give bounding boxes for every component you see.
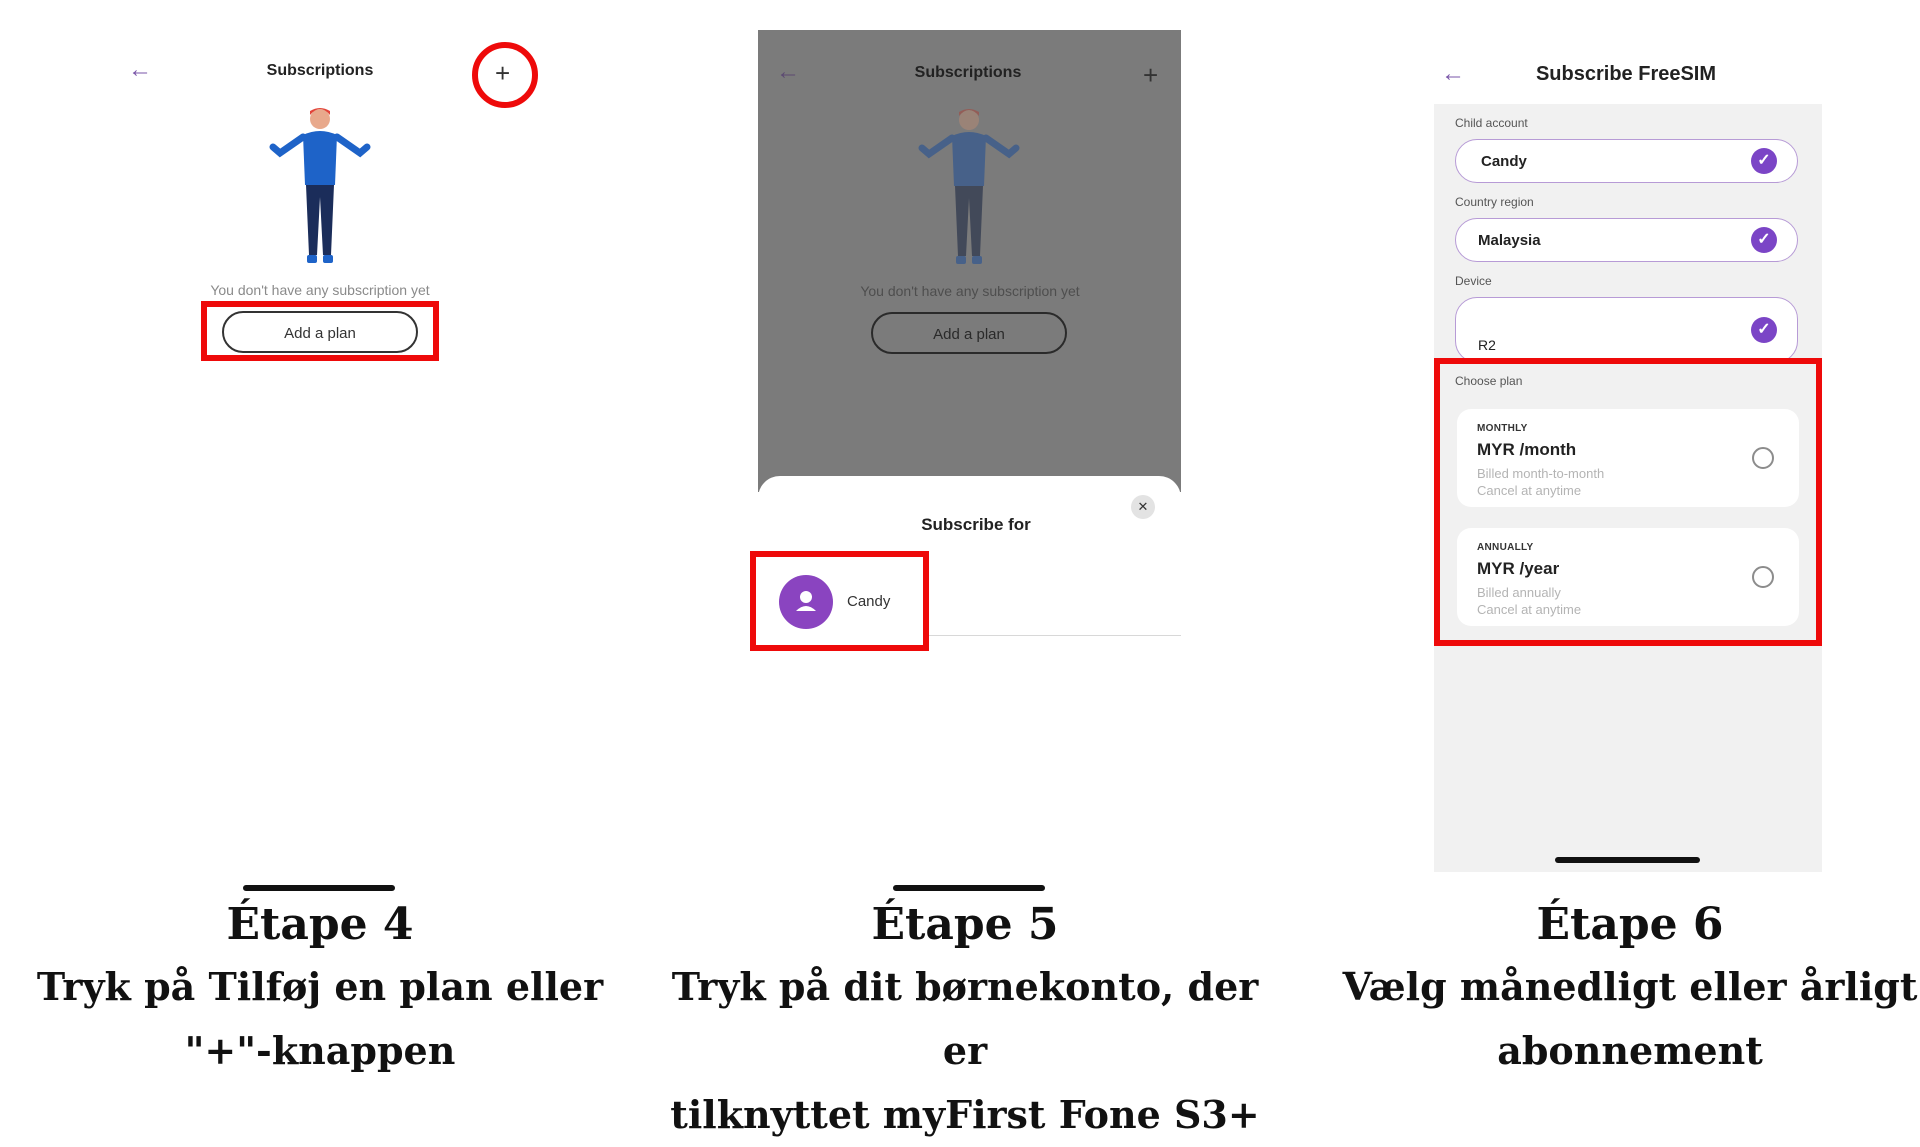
country-label: Country region	[1455, 195, 1534, 209]
back-arrow-icon[interactable]: ←	[776, 58, 800, 85]
plan-cancel-text: Cancel at anytime	[1477, 602, 1582, 617]
screen-title: Subscribe FreeSIM	[1535, 63, 1717, 85]
sheet-title: Subscribe for	[921, 515, 1031, 534]
caption-line-1: Tryk på dit børnekonto, der er	[671, 964, 1259, 1073]
highlight-box	[750, 551, 929, 651]
add-plan-button[interactable]: Add a plan	[222, 311, 418, 353]
person-illustration	[914, 106, 1024, 276]
check-icon: ✓	[1751, 317, 1777, 343]
child-name: Candy	[847, 593, 891, 610]
highlight-box	[1434, 358, 1822, 646]
caption-step-number: Étape 6	[1536, 899, 1724, 950]
add-plus-icon[interactable]: +	[1143, 60, 1159, 90]
screen-title: Subscriptions	[266, 62, 374, 79]
caption-line-2: "+"-knappen	[184, 1028, 456, 1073]
empty-state-text: You don't have any subscription yet	[210, 282, 430, 298]
plan-billing-text: Billed month-to-month	[1477, 466, 1605, 481]
country-value: Malaysia	[1478, 232, 1541, 249]
plan-kind: MONTHLY	[1477, 423, 1528, 434]
highlight-box	[201, 301, 439, 361]
plan-kind: ANNUALLY	[1477, 542, 1534, 553]
plan-cancel-text: Cancel at anytime	[1477, 483, 1582, 498]
person-illustration	[265, 105, 375, 275]
caption-line-2: tilknyttet myFirst Fone S3+	[670, 1092, 1260, 1137]
check-icon: ✓	[1751, 148, 1777, 174]
caption-step-number: Étape 4	[226, 899, 414, 950]
plan-price: MYR /year	[1477, 559, 1560, 578]
device-value: R2	[1478, 337, 1496, 353]
caption-step4	[0, 895, 640, 1083]
add-plan-button: Add a plan	[871, 312, 1067, 354]
caption-line-1: Vælg månedligt eller årligt	[1342, 964, 1918, 1009]
home-indicator	[1555, 857, 1700, 863]
screen-title: Subscriptions	[914, 64, 1022, 81]
caption-step-number: Étape 5	[871, 899, 1059, 950]
divider	[929, 635, 1181, 636]
add-plus-icon[interactable]: +	[495, 58, 511, 88]
highlight-circle	[472, 42, 538, 108]
device-label: Device	[1455, 274, 1492, 288]
empty-state-text: You don't have any subscription yet	[860, 283, 1080, 299]
child-account-label: Child account	[1455, 116, 1528, 130]
back-arrow-icon[interactable]: ←	[1441, 60, 1465, 87]
home-indicator	[893, 885, 1045, 891]
plan-billing-text: Billed annually	[1477, 585, 1561, 600]
plan-price: MYR /month	[1477, 440, 1577, 459]
back-arrow-icon[interactable]: ←	[128, 56, 152, 83]
caption-line-1: Tryk på Tilføj en plan eller	[36, 964, 604, 1009]
choose-plan-label: Choose plan	[1455, 374, 1523, 388]
close-icon[interactable]: ✕	[1131, 495, 1155, 519]
check-icon: ✓	[1751, 227, 1777, 253]
device-field[interactable]	[1455, 297, 1798, 363]
child-account-value: Candy	[1481, 153, 1527, 170]
home-indicator	[243, 885, 395, 891]
caption-line-2: abonnement	[1497, 1028, 1763, 1073]
caption-step6	[1310, 895, 1920, 1083]
caption-step5	[645, 895, 1285, 1147]
